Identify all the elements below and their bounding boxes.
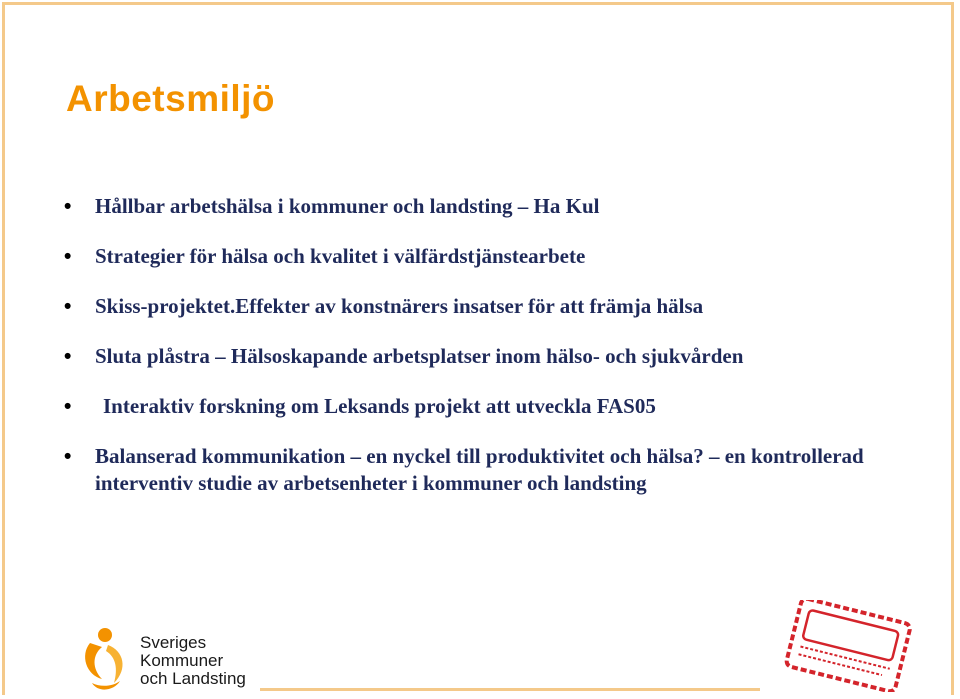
bullet-text: Sluta plåstra – Hälsoskapande arbetsplatser inom hälso- och sjukvården xyxy=(95,344,744,368)
bullet-text: Skiss-projektet.Effekter av konstnärers insatser för att främja hälsa xyxy=(95,294,704,318)
bullet-item xyxy=(60,343,920,370)
bullet-text: Strategier för hälsa och kvalitet i välfärdstjänstearbete xyxy=(95,244,586,268)
bullet-text: Hållbar arbetshälsa i kommuner och landsting – Ha Kul xyxy=(95,194,600,218)
skl-line: och Landsting xyxy=(140,669,246,688)
bullet-item xyxy=(60,443,920,497)
bullet-list xyxy=(60,193,920,520)
skl-line: Sveriges xyxy=(140,633,207,652)
pacta-logo-icon xyxy=(778,600,918,692)
bullet-text: Balanserad kommunikation – en nyckel till produktivitet och hälsa? – en kontrollerad interventiv studie av arbetsenheter i kommuner och landsting xyxy=(95,444,864,495)
slide-title: Arbetsmiljö xyxy=(66,78,276,119)
skl-wordmark xyxy=(140,634,246,688)
bullet-item xyxy=(60,193,920,220)
skl-line: Kommuner xyxy=(140,651,224,670)
bullet-item xyxy=(60,393,920,420)
bottom-rule xyxy=(260,688,760,691)
bullet-item xyxy=(60,293,920,320)
bullet-text: Interaktiv forskning om Leksands projekt att utveckla FAS05 xyxy=(103,394,656,418)
bullet-item xyxy=(60,243,920,270)
